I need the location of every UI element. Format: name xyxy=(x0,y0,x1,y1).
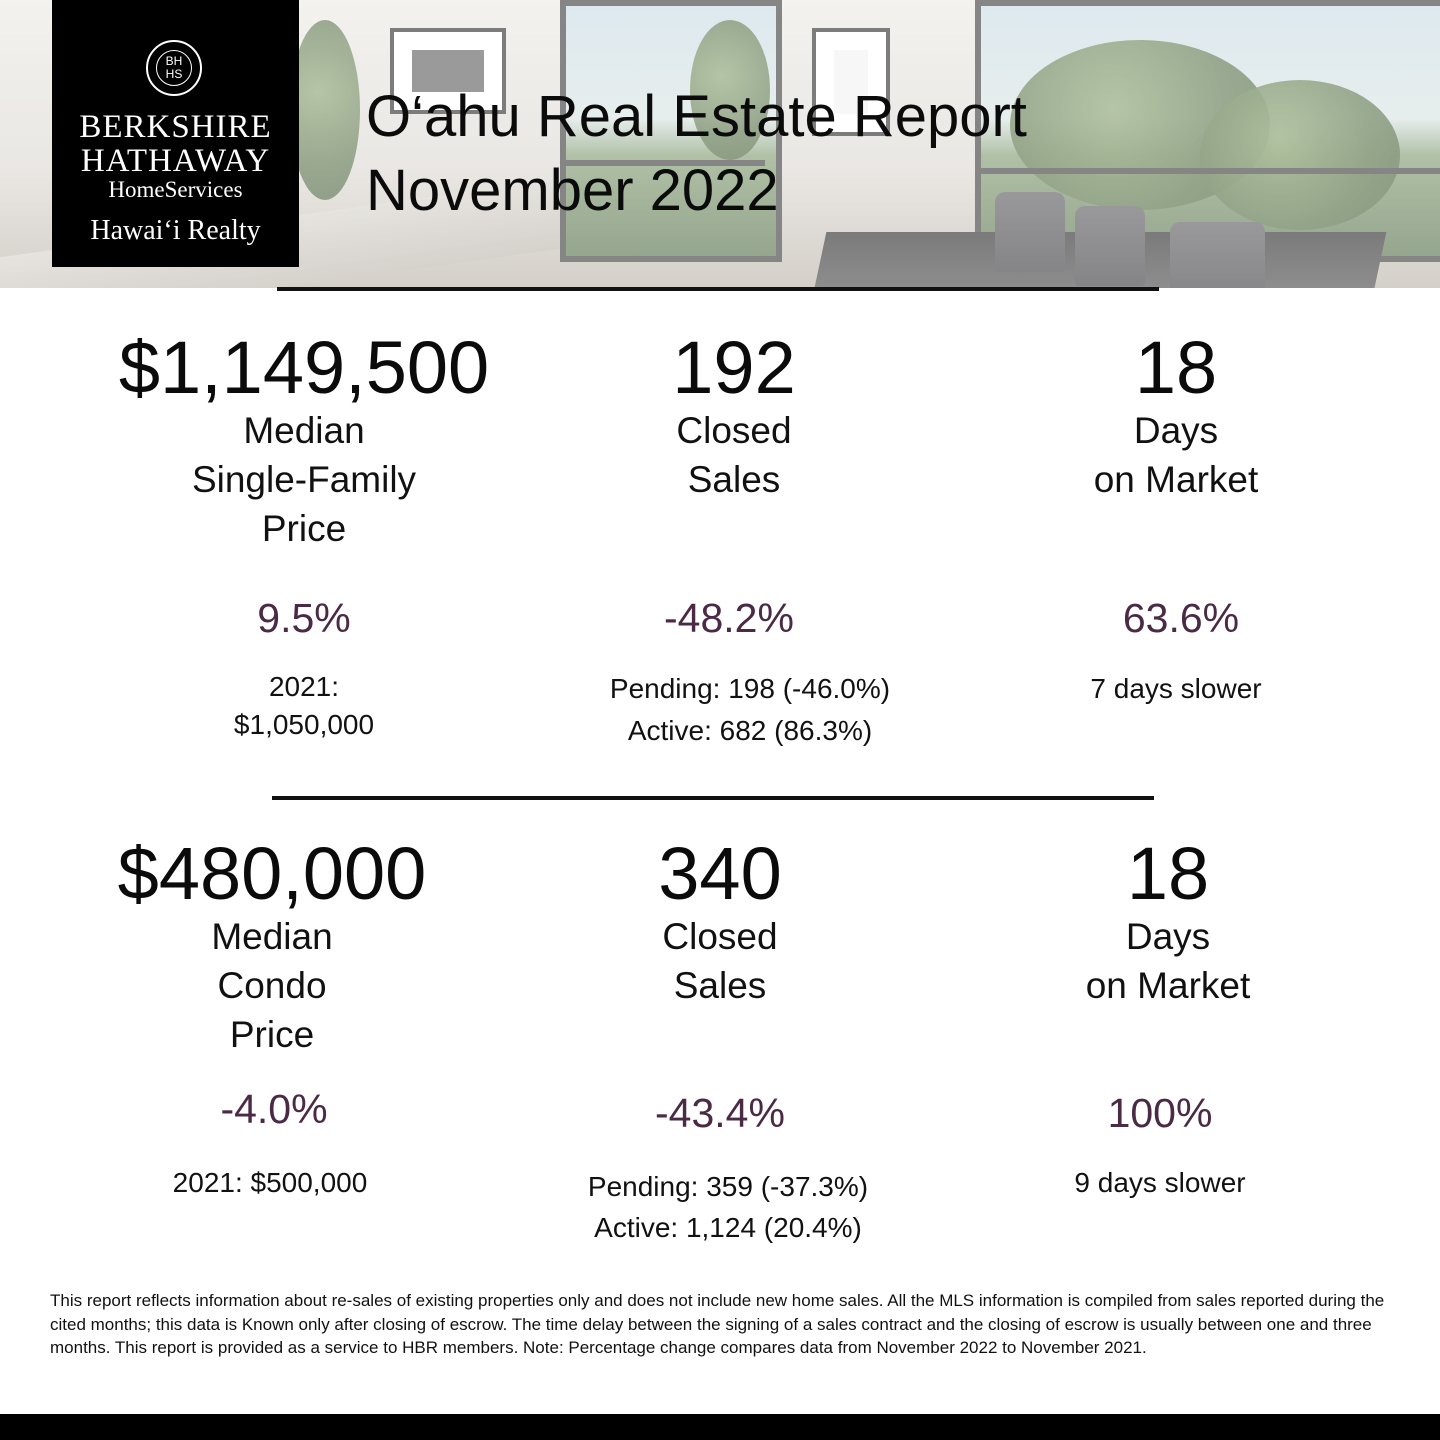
stat-label: Single-Family xyxy=(191,459,417,500)
sf-sales-change: -48.2% xyxy=(664,595,794,641)
sf-sales-value: 192 xyxy=(672,326,796,409)
note-line: $1,050,000 xyxy=(233,709,375,740)
sf-median-price xyxy=(104,326,504,553)
divider xyxy=(272,796,1154,800)
stat-label: Days xyxy=(1125,916,1211,957)
sf-dom-value: 18 xyxy=(1134,326,1218,409)
logo-line-hathaway: HATHAWAY xyxy=(80,143,271,179)
sf-price-change: 9.5% xyxy=(257,595,351,641)
stat-label: Closed xyxy=(676,410,792,451)
stat-label: Price xyxy=(261,508,347,549)
seal-text: HS xyxy=(165,67,183,81)
seal-text: BH xyxy=(165,54,183,68)
condo-sales-value: 340 xyxy=(658,832,782,915)
note-line: Active: 682 (86.3%) xyxy=(627,715,873,746)
sf-sales-note xyxy=(545,668,955,752)
report-subtitle: November 2022 xyxy=(366,158,779,223)
condo-dom-value: 18 xyxy=(1126,832,1210,915)
stat-label: Condo xyxy=(217,965,327,1006)
note-line: 2021: xyxy=(268,671,340,702)
divider xyxy=(277,287,1159,291)
report-title-line: O‘ahu Real Estate Report xyxy=(366,84,1027,149)
condo-dom-note xyxy=(1010,1162,1310,1203)
condo-dom-change: 100% xyxy=(1107,1090,1213,1136)
condo-sales-change: -43.4% xyxy=(655,1090,785,1136)
condo-closed-sales xyxy=(570,832,870,1010)
stat-label: Median xyxy=(211,916,333,957)
note-line: Pending: 359 (-37.3%) xyxy=(587,1171,869,1202)
note-line: Active: 1,124 (20.4%) xyxy=(594,1212,862,1243)
sf-days-on-market xyxy=(1026,326,1326,504)
stat-label: Closed xyxy=(662,916,778,957)
condo-price-value: $480,000 xyxy=(117,832,427,915)
stat-label: Days xyxy=(1133,410,1219,451)
sf-closed-sales xyxy=(584,326,884,504)
condo-median-price xyxy=(72,832,472,1059)
bhhs-seal-icon xyxy=(146,40,202,96)
stat-label: Sales xyxy=(673,965,767,1006)
bhhs-logo xyxy=(52,0,299,267)
logo-line-berkshire: BERKSHIRE xyxy=(79,109,272,145)
sf-price-value: $1,149,500 xyxy=(118,326,490,409)
note-line: Pending: 198 (-46.0%) xyxy=(609,673,891,704)
condo-price-note xyxy=(120,1162,420,1203)
stat-label: Median xyxy=(243,410,365,451)
stat-label: Price xyxy=(229,1014,315,1055)
stat-label: on Market xyxy=(1093,459,1259,500)
note-line: 9 days slower xyxy=(1074,1167,1246,1198)
note-line: 7 days slower xyxy=(1090,673,1262,704)
condo-sales-note xyxy=(523,1166,933,1248)
disclaimer: This report reflects information about re-sales of existing properties only and does not include new home sales. All the MLS information is compiled from sales reported during the cited months; this data is Known only after closing of escrow. The time delay between the signing of a sales contract and the closing of escrow is usually between one and three months. This report is provided as a service to HBR members. Note: Percentage change compares data from November 2022 to November 2021. xyxy=(50,1291,1385,1357)
logo-line-hawaii-realty: Hawai‘i Realty xyxy=(90,215,261,246)
logo-line-homeservices: HomeServices xyxy=(108,177,243,202)
condo-price-change: -4.0% xyxy=(220,1086,328,1132)
sf-price-note xyxy=(154,668,454,744)
stat-label: on Market xyxy=(1085,965,1251,1006)
report-title xyxy=(366,80,1027,228)
note-line: 2021: $500,000 xyxy=(172,1167,368,1198)
sf-dom-note xyxy=(1026,668,1326,710)
bottom-bar xyxy=(0,1414,1440,1440)
condo-days-on-market xyxy=(1018,832,1318,1010)
sf-dom-change: 63.6% xyxy=(1122,595,1240,641)
stat-label: Sales xyxy=(687,459,781,500)
